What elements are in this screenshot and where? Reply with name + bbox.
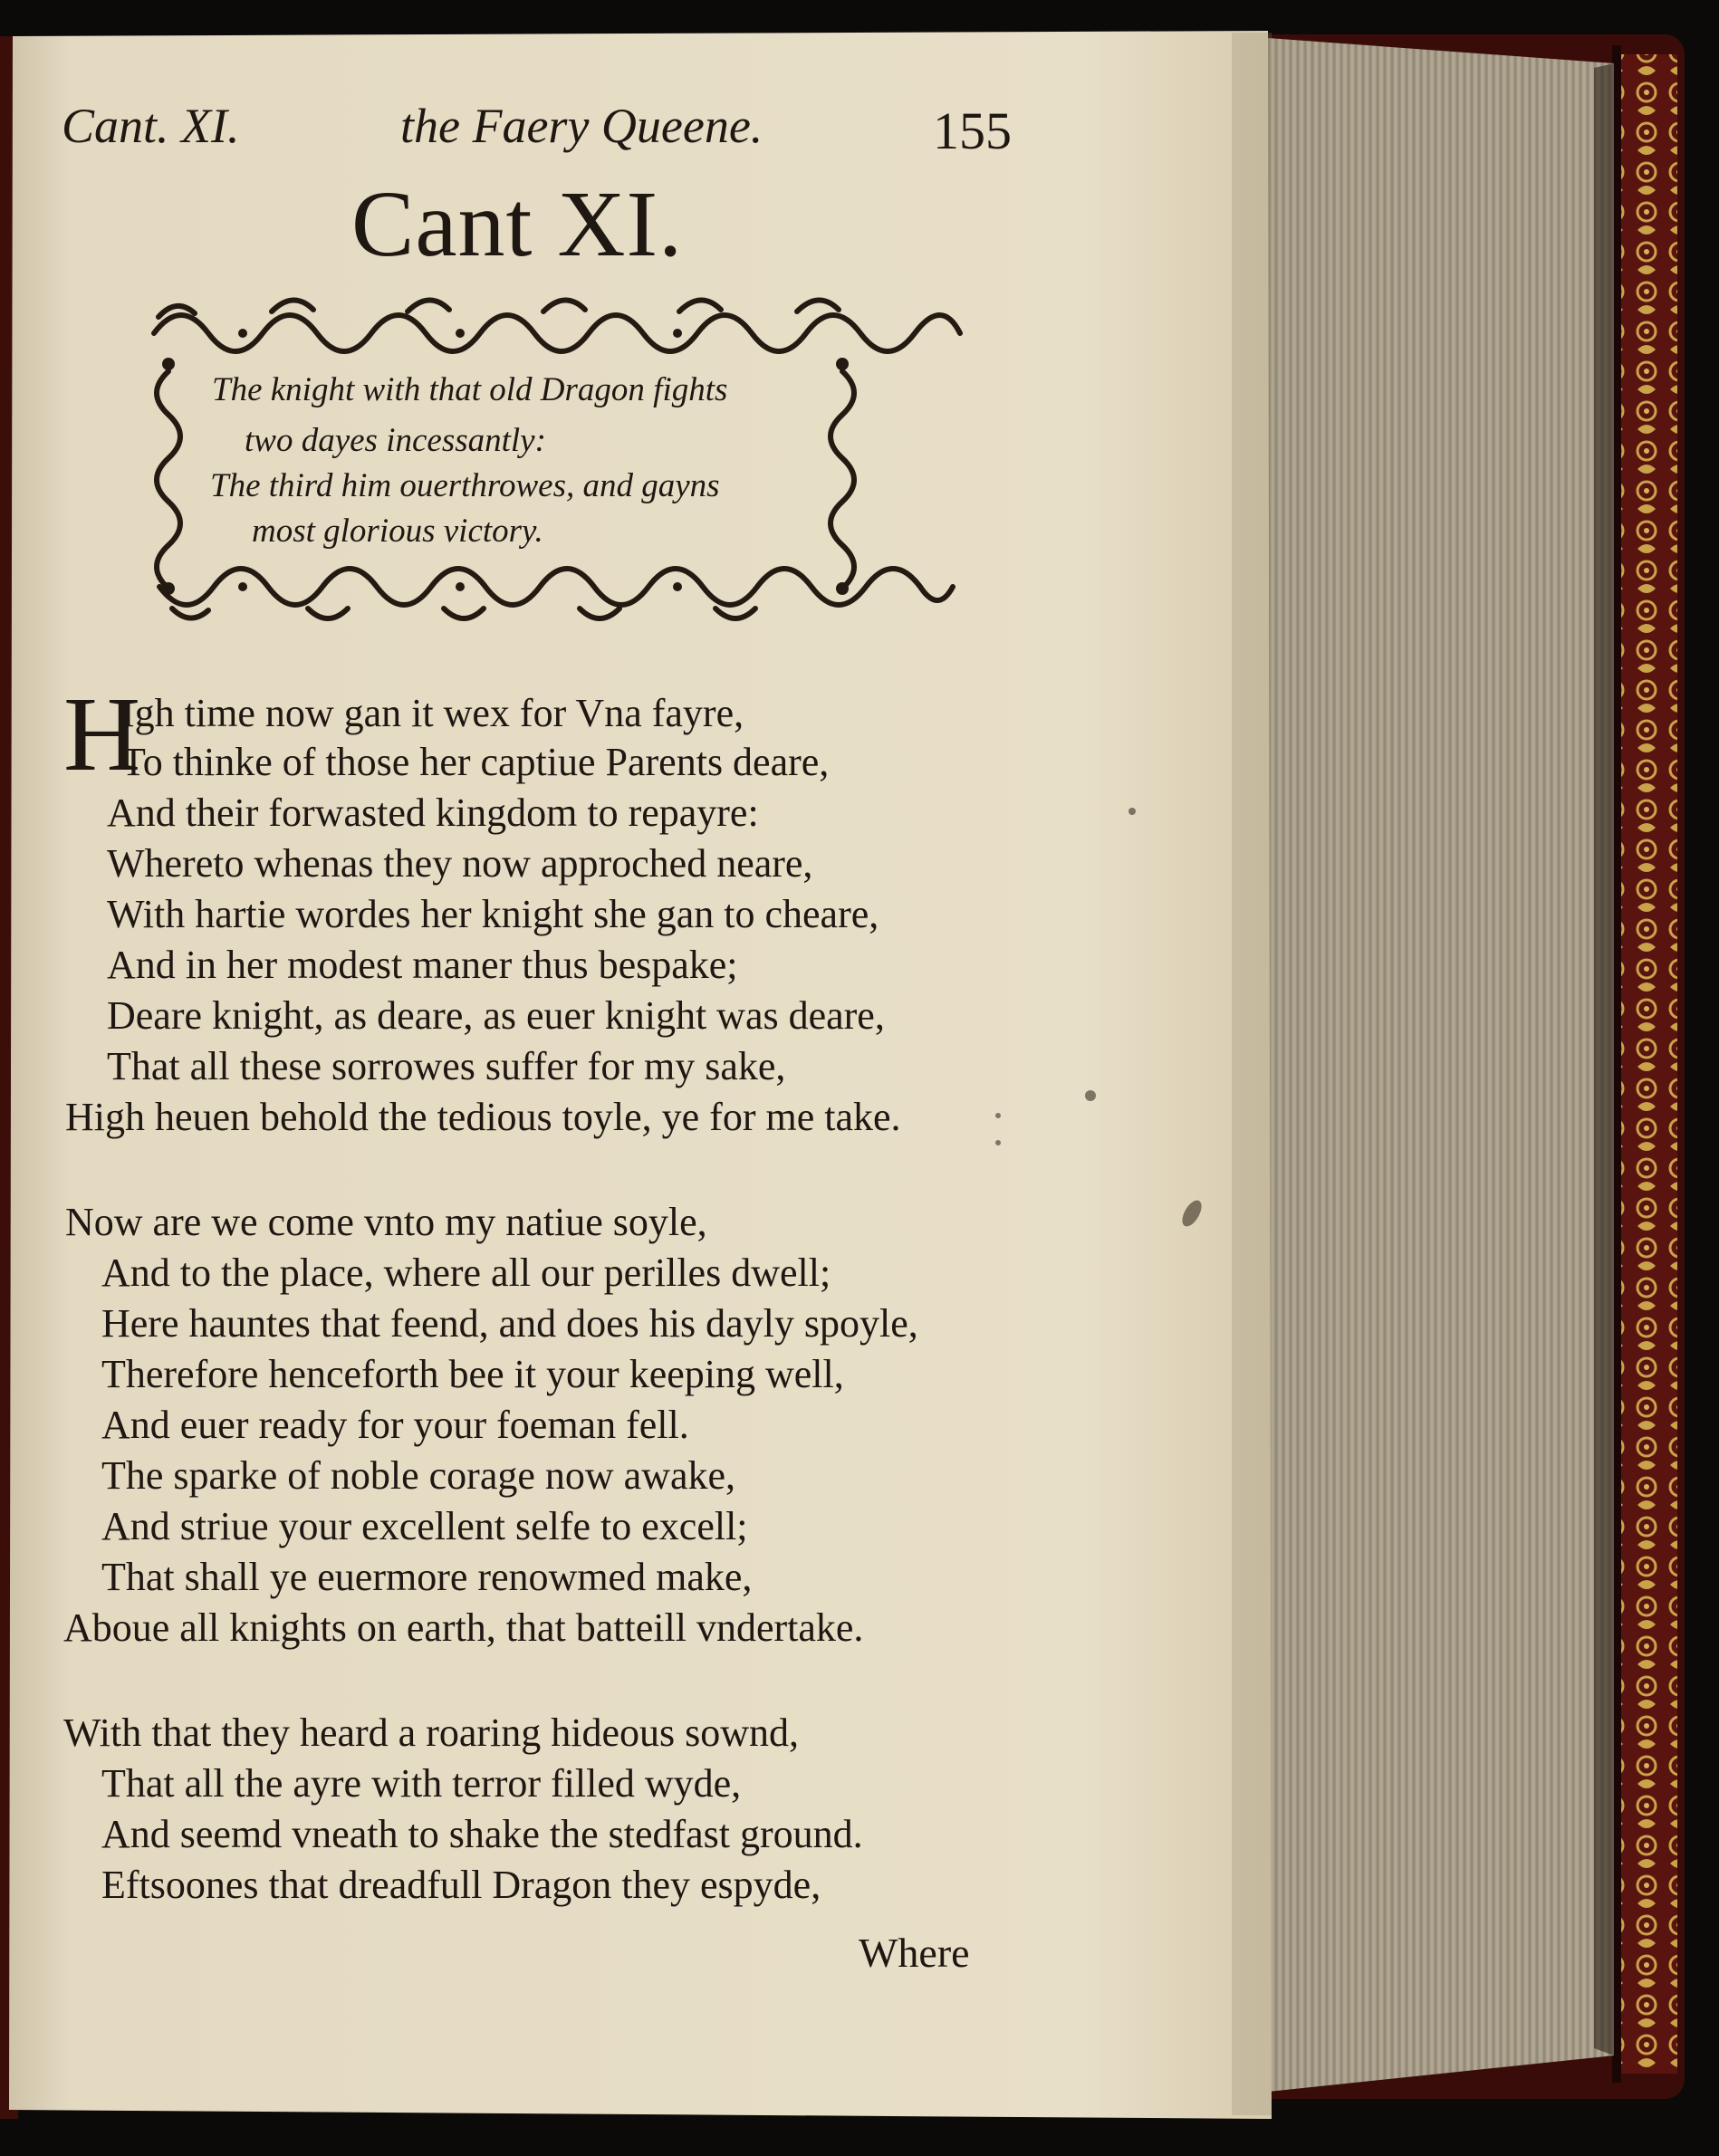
verse-line: With hartie wordes her knight she gan to cheare, (107, 892, 879, 936)
canto-title: Cant XI. (351, 172, 684, 276)
verse-line: That shall ye euermore renowmed make, (101, 1555, 753, 1599)
verse-line: And seemd vneath to shake the stedfast ground. (101, 1812, 863, 1856)
verse-line: To thinke of those her captiue Parents deare, (121, 740, 830, 784)
verse-line: Aboue all knights on earth, that batteill vndertake. (63, 1605, 864, 1650)
verse-line: And in her modest maner thus bespake; (107, 943, 738, 987)
page-edges (1268, 38, 1614, 2092)
verse-line: That all the ayre with terror filled wyde, (101, 1761, 742, 1806)
verse-line: Deare knight, as deare, as euer knight was deare, (107, 993, 885, 1038)
running-head-title: the Faery Queene. (400, 99, 763, 153)
verse-line: Whereto whenas they now approched neare, (107, 841, 813, 886)
argument-line: most glorious victory. (252, 513, 543, 550)
argument-line: The knight with that old Dragon fights (212, 371, 728, 408)
verse-line: Therefore henceforth bee it your keeping well, (101, 1352, 844, 1396)
verse-line: High heuen behold the tedious toyle, ye for me take. (65, 1095, 901, 1139)
argument-line: two dayes incessantly: (245, 422, 546, 459)
verse-line: Eftsoones that dreadfull Dragon they espyde, (101, 1863, 821, 1907)
verse-line: Now are we come vnto my natiue soyle, (65, 1200, 707, 1244)
argument-line: The third him ouerthrowes, and gayns (210, 467, 720, 504)
verse-line: And to the place, where all our perilles dwell; (101, 1250, 831, 1295)
verse-line: The sparke of noble corage now awake, (101, 1453, 736, 1498)
verse-line: Igh time now gan it wex for Vna fayre, (121, 691, 744, 735)
verse-line: Here hauntes that feend, and does his dayly spoyle, (101, 1301, 918, 1346)
verse-line: And their forwasted kingdom to repayre: (107, 791, 759, 835)
verse-line: And striue your excellent selfe to excell; (101, 1504, 748, 1548)
gilt-border (1621, 54, 1677, 2074)
catchword: Where (859, 1930, 970, 1976)
verse-line: And euer ready for your foeman fell. (101, 1403, 689, 1447)
drop-cap: H (63, 675, 141, 793)
running-head-canto: Cant. XI. (62, 99, 240, 153)
page-number: 155 (933, 101, 1012, 160)
verse-line: With that they heard a roaring hideous sownd, (63, 1710, 800, 1755)
verse-line: That all these sorrowes suffer for my sake, (107, 1044, 786, 1088)
